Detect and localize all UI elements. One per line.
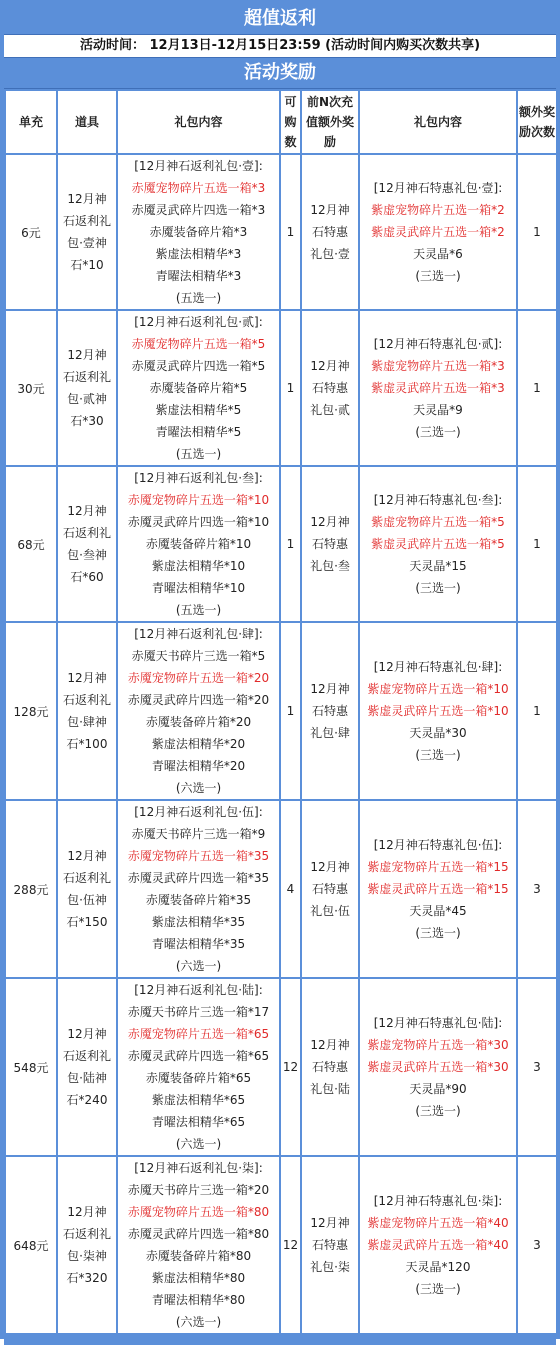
- extra-gift-line: [12月神石特惠礼包·肆]:: [373, 660, 503, 674]
- extra-gift-line: 紫虚宠物碎片五选一箱*30: [367, 1038, 509, 1052]
- extra-gift-line: [12月神石特惠礼包·壹]:: [373, 181, 503, 195]
- gift-line: 赤魇装备碎片箱*65: [145, 1071, 252, 1085]
- row-extra-gift: [359, 800, 517, 978]
- time-note: (活动时间内购买次数共享): [325, 38, 481, 53]
- row-price: 6元: [5, 154, 57, 310]
- extra-gift-line: 天灵晶*30: [409, 726, 467, 740]
- extra-gift-line: [12月神石特惠礼包·贰]:: [373, 337, 503, 351]
- header-extra-gift: 礼包内容: [359, 90, 517, 154]
- reward-table: [4, 89, 558, 1335]
- gift-line: 赤魇宠物碎片五选一箱*80: [127, 1205, 270, 1219]
- page-title: 超值返利: [4, 4, 556, 35]
- table-row: [5, 978, 557, 1156]
- extra-gift-line: 天灵晶*45: [409, 904, 467, 918]
- table-row: [5, 466, 557, 622]
- row-gift: [117, 154, 280, 310]
- row-extra-gift: [359, 466, 517, 622]
- row-extra-name: 12月神石特惠礼包·肆: [301, 622, 359, 800]
- extra-gift-line: 紫虚宠物碎片五选一箱*15: [367, 860, 509, 874]
- table-row: [5, 310, 557, 466]
- gift-line: [12月神石返利礼包·陆]:: [134, 983, 263, 997]
- gift-line: 赤魇灵武碎片四选一箱*20: [127, 693, 270, 707]
- row-extra-name: 12月神石特惠礼包·伍: [301, 800, 359, 978]
- extra-gift-line: [12月神石特惠礼包·伍]:: [373, 838, 503, 852]
- time-label: 活动时间：: [79, 38, 145, 53]
- extra-gift-line: (三选一): [415, 926, 461, 940]
- gift-line: 赤魇装备碎片箱*5: [149, 381, 248, 395]
- gift-line: 青曜法相精华*20: [151, 759, 246, 773]
- gift-line: 赤魇灵武碎片四选一箱*80: [127, 1227, 270, 1241]
- extra-gift-line: 紫虚灵武碎片五选一箱*15: [367, 882, 509, 896]
- extra-gift-line: 紫虚宠物碎片五选一箱*10: [367, 682, 509, 696]
- row-extra-name: 12月神石特惠礼包·壹: [301, 154, 359, 310]
- row-price: 30元: [5, 310, 57, 466]
- gift-line: 紫虚法相精华*20: [151, 737, 246, 751]
- row-extra-name: 12月神石特惠礼包·贰: [301, 310, 359, 466]
- gift-line: (五选一): [175, 603, 222, 617]
- gift-line: [12月神石返利礼包·肆]:: [134, 627, 263, 641]
- gift-line: 赤魇宠物碎片五选一箱*5: [131, 337, 266, 351]
- row-extra-gift: [359, 622, 517, 800]
- header-gift: 礼包内容: [117, 90, 280, 154]
- extra-gift-line: 紫虚宠物碎片五选一箱*5: [371, 515, 505, 529]
- gift-line: 赤魇灵武碎片四选一箱*3: [131, 203, 266, 217]
- extra-gift-line: (三选一): [415, 748, 461, 762]
- row-extra-times: 1: [517, 154, 557, 310]
- gift-line: 赤魇宠物碎片五选一箱*20: [127, 671, 270, 685]
- gift-line: 赤魇装备碎片箱*20: [145, 715, 252, 729]
- gift-line: 赤魇灵武碎片四选一箱*65: [127, 1049, 270, 1063]
- table-row: [5, 622, 557, 800]
- row-item: 12月神石返利礼包·陆神石*240: [57, 978, 117, 1156]
- gift-line: 紫虚法相精华*80: [151, 1271, 246, 1285]
- gift-line: 赤魇灵武碎片四选一箱*35: [127, 871, 270, 885]
- gift-line: 赤魇天书碎片三选一箱*17: [127, 1005, 270, 1019]
- extra-gift-line: [12月神石特惠礼包·柒]:: [373, 1194, 503, 1208]
- row-extra-gift: [359, 310, 517, 466]
- gift-line: 赤魇装备碎片箱*80: [145, 1249, 252, 1263]
- row-price: 648元: [5, 1156, 57, 1334]
- row-item: 12月神石返利礼包·柒神石*320: [57, 1156, 117, 1334]
- extra-gift-line: (三选一): [415, 269, 461, 283]
- row-extra-gift: [359, 1156, 517, 1334]
- extra-gift-line: 紫虚灵武碎片五选一箱*40: [367, 1238, 509, 1252]
- gift-line: 赤魇宠物碎片五选一箱*10: [127, 493, 270, 507]
- extra-gift-line: (三选一): [415, 1104, 461, 1118]
- header-price: 单充: [5, 90, 57, 154]
- row-count: 12: [280, 1156, 301, 1334]
- extra-gift-line: 紫虚灵武碎片五选一箱*5: [371, 537, 505, 551]
- table-body: [5, 154, 557, 1334]
- extra-gift-line: 紫虚宠物碎片五选一箱*2: [371, 203, 505, 217]
- gift-line: 赤魇装备碎片箱*10: [145, 537, 252, 551]
- gift-line: 青曜法相精华*3: [155, 269, 242, 283]
- row-count: 1: [280, 310, 301, 466]
- extra-gift-line: 紫虚灵武碎片五选一箱*2: [371, 225, 505, 239]
- row-extra-gift: [359, 154, 517, 310]
- row-extra-times: 1: [517, 310, 557, 466]
- header-extra-times: 额外奖励次数: [517, 90, 557, 154]
- extra-gift-line: 天灵晶*15: [409, 559, 467, 573]
- gift-line: 紫虚法相精华*3: [155, 247, 242, 261]
- row-count: 12: [280, 978, 301, 1156]
- extra-gift-line: 紫虚灵武碎片五选一箱*3: [371, 381, 505, 395]
- gift-line: 紫虚法相精华*5: [155, 403, 242, 417]
- row-gift: [117, 978, 280, 1156]
- extra-gift-line: 紫虚宠物碎片五选一箱*40: [367, 1216, 509, 1230]
- row-extra-gift: [359, 978, 517, 1156]
- row-extra-times: 3: [517, 800, 557, 978]
- gift-line: [12月神石返利礼包·伍]:: [134, 805, 263, 819]
- gift-line: (六选一): [175, 1315, 222, 1329]
- row-gift: [117, 622, 280, 800]
- gift-line: (六选一): [175, 1137, 222, 1151]
- header-extra: 前N次充值额外奖励: [301, 90, 359, 154]
- row-extra-name: 12月神石特惠礼包·柒: [301, 1156, 359, 1334]
- gift-line: 赤魇天书碎片三选一箱*9: [131, 827, 266, 841]
- gift-line: 青曜法相精华*80: [151, 1293, 246, 1307]
- gift-line: 赤魇灵武碎片四选一箱*10: [127, 515, 270, 529]
- table-row: [5, 800, 557, 978]
- gift-line: [12月神石返利礼包·柒]:: [134, 1161, 263, 1175]
- gift-line: 赤魇宠物碎片五选一箱*35: [127, 849, 270, 863]
- gift-line: 青曜法相精华*35: [151, 937, 246, 951]
- row-gift: [117, 310, 280, 466]
- extra-gift-line: (三选一): [415, 581, 461, 595]
- row-item: 12月神石返利礼包·叁神石*60: [57, 466, 117, 622]
- row-gift: [117, 466, 280, 622]
- row-price: 548元: [5, 978, 57, 1156]
- row-item: 12月神石返利礼包·贰神石*30: [57, 310, 117, 466]
- gift-line: [12月神石返利礼包·叁]:: [134, 471, 263, 485]
- gift-line: [12月神石返利礼包·贰]:: [134, 315, 263, 329]
- table-row: [5, 1156, 557, 1334]
- extra-gift-line: 天灵晶*9: [413, 403, 463, 417]
- row-price: 68元: [5, 466, 57, 622]
- gift-line: 赤魇宠物碎片五选一箱*65: [127, 1027, 270, 1041]
- table-row: [5, 154, 557, 310]
- row-item: 12月神石返利礼包·伍神石*150: [57, 800, 117, 978]
- gift-line: (五选一): [175, 447, 222, 461]
- gift-line: 赤魇天书碎片三选一箱*5: [131, 649, 266, 663]
- row-price: 128元: [5, 622, 57, 800]
- row-count: 1: [280, 622, 301, 800]
- activity-time: [4, 35, 556, 58]
- row-extra-name: 12月神石特惠礼包·陆: [301, 978, 359, 1156]
- extra-gift-line: 天灵晶*90: [409, 1082, 467, 1096]
- extra-gift-line: [12月神石特惠礼包·叁]:: [373, 493, 503, 507]
- row-item: 12月神石返利礼包·壹神石*10: [57, 154, 117, 310]
- row-price: 288元: [5, 800, 57, 978]
- row-count: 4: [280, 800, 301, 978]
- row-extra-name: 12月神石特惠礼包·叁: [301, 466, 359, 622]
- row-count: 1: [280, 154, 301, 310]
- row-gift: [117, 1156, 280, 1334]
- row-gift: [117, 800, 280, 978]
- row-count: 1: [280, 466, 301, 622]
- header-item: 道具: [57, 90, 117, 154]
- extra-gift-line: [12月神石特惠礼包·陆]:: [373, 1016, 503, 1030]
- header-count: 可购数: [280, 90, 301, 154]
- gift-line: 赤魇装备碎片箱*35: [145, 893, 252, 907]
- extra-gift-line: (三选一): [415, 425, 461, 439]
- gift-line: (六选一): [175, 959, 222, 973]
- gift-line: [12月神石返利礼包·壹]:: [134, 159, 263, 173]
- extra-gift-line: 紫虚灵武碎片五选一箱*30: [367, 1060, 509, 1074]
- bottom-strip: [4, 1335, 556, 1345]
- extra-gift-line: 紫虚灵武碎片五选一箱*10: [367, 704, 509, 718]
- gift-line: 青曜法相精华*5: [155, 425, 242, 439]
- time-value: 12月13日-12月15日23:59: [149, 38, 321, 53]
- row-extra-times: 1: [517, 466, 557, 622]
- gift-line: (五选一): [175, 291, 222, 305]
- gift-line: 青曜法相精华*65: [151, 1115, 246, 1129]
- row-extra-times: 1: [517, 622, 557, 800]
- gift-line: 紫虚法相精华*10: [151, 559, 246, 573]
- gift-line: 青曜法相精华*10: [151, 581, 246, 595]
- gift-line: 赤魇装备碎片箱*3: [149, 225, 248, 239]
- extra-gift-line: 紫虚宠物碎片五选一箱*3: [371, 359, 505, 373]
- table-header-row: [5, 90, 557, 154]
- gift-line: 赤魇灵武碎片四选一箱*5: [131, 359, 266, 373]
- section-title: 活动奖励: [4, 58, 556, 89]
- row-extra-times: 3: [517, 1156, 557, 1334]
- gift-line: 赤魇天书碎片三选一箱*20: [127, 1183, 270, 1197]
- gift-line: (六选一): [175, 781, 222, 795]
- extra-gift-line: (三选一): [415, 1282, 461, 1296]
- gift-line: 紫虚法相精华*35: [151, 915, 246, 929]
- extra-gift-line: 天灵晶*6: [413, 247, 463, 261]
- gift-line: 紫虚法相精华*65: [151, 1093, 246, 1107]
- extra-gift-line: 天灵晶*120: [405, 1260, 471, 1274]
- row-item: 12月神石返利礼包·肆神石*100: [57, 622, 117, 800]
- row-extra-times: 3: [517, 978, 557, 1156]
- gift-line: 赤魇宠物碎片五选一箱*3: [131, 181, 266, 195]
